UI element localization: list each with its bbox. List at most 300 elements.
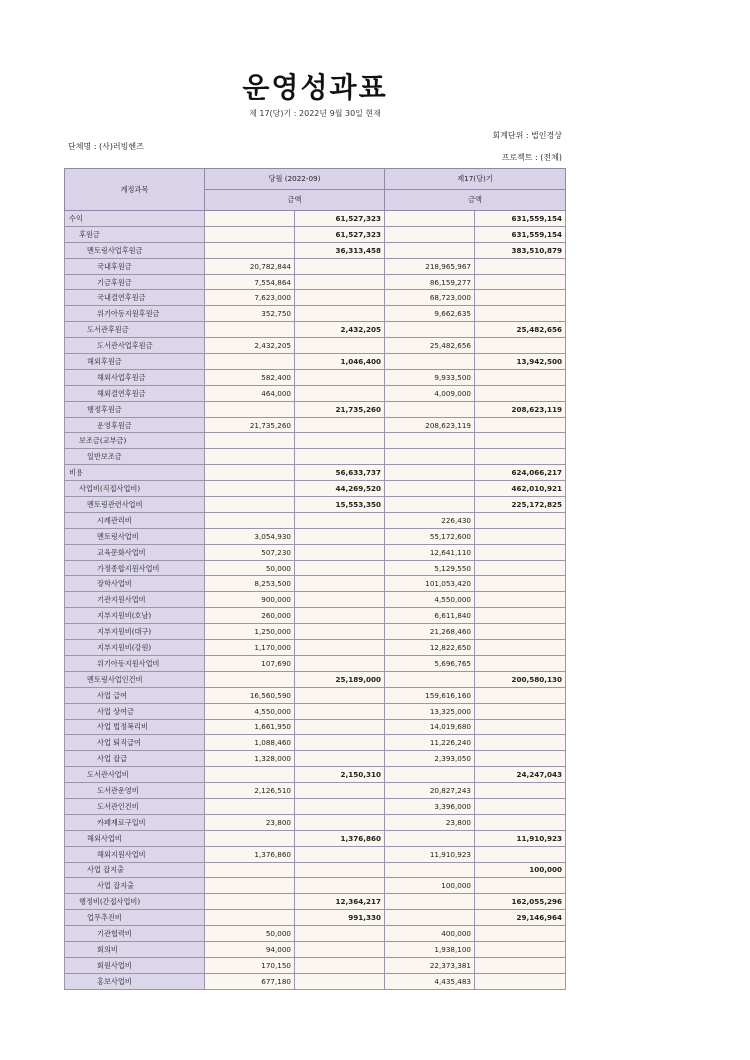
period-sub-amount-cell: 218,965,967 [385, 258, 475, 274]
month-total-amount-cell [295, 417, 385, 433]
month-total-amount-cell: 2,150,310 [295, 767, 385, 783]
period-sub-amount-cell [385, 862, 475, 878]
month-sub-amount-cell: 1,661,950 [205, 719, 295, 735]
period-sub-amount-cell: 5,129,550 [385, 560, 475, 576]
period-total-amount-cell [475, 433, 566, 449]
period-total-amount-cell [475, 926, 566, 942]
account-name-cell: 해외후원금 [65, 354, 205, 370]
table-row [65, 687, 566, 703]
period-total-amount-cell: 200,580,130 [475, 671, 566, 687]
period-total-amount-cell: 208,623,119 [475, 401, 566, 417]
month-sub-amount-cell [205, 433, 295, 449]
month-total-amount-cell [295, 735, 385, 751]
period-sub-amount-cell [385, 322, 475, 338]
month-total-amount-cell [295, 385, 385, 401]
month-column-header: 당월 (2022-09) [205, 169, 385, 190]
account-name-cell: 해외결연후원금 [65, 385, 205, 401]
account-name-cell: 사업 퇴직급여 [65, 735, 205, 751]
period-sub-amount-cell [385, 433, 475, 449]
month-sub-amount-cell: 8,253,500 [205, 576, 295, 592]
month-sub-amount-cell: 464,000 [205, 385, 295, 401]
period-total-amount-cell: 13,942,500 [475, 354, 566, 370]
month-total-amount-cell [295, 814, 385, 830]
period-total-amount-cell [475, 592, 566, 608]
table-row [65, 481, 566, 497]
table-row [65, 433, 566, 449]
table-row [65, 624, 566, 640]
period-sub-amount-cell [385, 910, 475, 926]
table-row [65, 957, 566, 973]
account-name-cell: 사업 법정복리비 [65, 719, 205, 735]
month-sub-amount-cell [205, 211, 295, 227]
account-name-cell: 장학사업비 [65, 576, 205, 592]
period-total-amount-cell [475, 290, 566, 306]
table-row [65, 354, 566, 370]
period-sub-amount-cell [385, 211, 475, 227]
month-total-amount-cell [295, 941, 385, 957]
period-total-amount-cell [475, 449, 566, 465]
month-sub-amount-cell: 677,180 [205, 973, 295, 989]
month-sub-amount-cell: 7,554,864 [205, 274, 295, 290]
month-total-amount-cell [295, 369, 385, 385]
month-sub-amount-cell [205, 512, 295, 528]
period-total-amount-cell [475, 640, 566, 656]
account-name-cell: 운영후원금 [65, 417, 205, 433]
report-period: 제 17(당)기 : 2022년 9월 30일 현재 [249, 109, 381, 118]
table-row [65, 242, 566, 258]
table-row [65, 528, 566, 544]
month-total-amount-cell [295, 544, 385, 560]
table-row [65, 449, 566, 465]
account-name-cell: 해외사업후원금 [65, 369, 205, 385]
month-total-amount-cell: 44,269,520 [295, 481, 385, 497]
month-sub-amount-cell: 1,170,000 [205, 640, 295, 656]
month-total-amount-cell: 15,553,350 [295, 497, 385, 513]
period-total-amount-cell [475, 274, 566, 290]
month-sub-amount-cell: 582,400 [205, 369, 295, 385]
table-row [65, 226, 566, 242]
account-name-cell: 행정후원금 [65, 401, 205, 417]
month-total-amount-cell [295, 783, 385, 799]
month-total-amount-cell [295, 592, 385, 608]
month-total-amount-cell [295, 862, 385, 878]
period-sub-amount-cell: 226,430 [385, 512, 475, 528]
period-sub-amount-cell: 9,662,635 [385, 306, 475, 322]
period-total-amount-cell [475, 783, 566, 799]
period-total-amount-cell [475, 751, 566, 767]
month-sub-amount-cell: 7,623,000 [205, 290, 295, 306]
account-name-cell: 사업 잡급 [65, 751, 205, 767]
month-sub-amount-cell [205, 878, 295, 894]
period-sub-amount-cell: 4,435,483 [385, 973, 475, 989]
table-row [65, 894, 566, 910]
month-sub-amount-cell: 900,000 [205, 592, 295, 608]
account-name-cell: 사업비(직접사업비) [65, 481, 205, 497]
month-sub-amount-cell [205, 798, 295, 814]
period-total-amount-cell [475, 973, 566, 989]
month-sub-amount-cell [205, 894, 295, 910]
period-total-amount-cell [475, 655, 566, 671]
period-sub-amount-cell: 2,393,050 [385, 751, 475, 767]
accounting-unit: 회계단위 : 법인경상 [492, 131, 562, 140]
table-row [65, 512, 566, 528]
period-total-amount-cell [475, 528, 566, 544]
month-total-amount-cell: 36,313,458 [295, 242, 385, 258]
organization-name: 단체명 : (사)러빙헨즈 [68, 142, 144, 151]
account-column-header: 계정과목 [65, 169, 205, 211]
month-sub-amount-cell: 3,054,930 [205, 528, 295, 544]
period-sub-amount-cell: 159,616,160 [385, 687, 475, 703]
month-total-amount-cell [295, 687, 385, 703]
account-name-cell: 도서관사업후원금 [65, 338, 205, 354]
period-total-amount-cell: 29,146,964 [475, 910, 566, 926]
period-total-amount-cell: 462,010,921 [475, 481, 566, 497]
table-row [65, 846, 566, 862]
period-sub-amount-cell: 9,933,500 [385, 369, 475, 385]
period-total-amount-cell: 631,559,154 [475, 226, 566, 242]
period-total-amount-cell [475, 306, 566, 322]
period-total-amount-cell [475, 512, 566, 528]
period-total-amount-cell [475, 814, 566, 830]
period-total-amount-cell: 162,055,296 [475, 894, 566, 910]
table-row [65, 671, 566, 687]
account-name-cell: 일반보조금 [65, 449, 205, 465]
period-sub-amount-cell [385, 894, 475, 910]
period-sub-amount-cell [385, 401, 475, 417]
period-sub-amount-cell: 100,000 [385, 878, 475, 894]
account-name-cell: 기관협력비 [65, 926, 205, 942]
account-name-cell: 업무추진비 [65, 910, 205, 926]
account-name-cell: 위기아동지원사업비 [65, 655, 205, 671]
period-sub-amount-cell: 208,623,119 [385, 417, 475, 433]
table-row [65, 544, 566, 560]
month-sub-amount-cell [205, 322, 295, 338]
period-sub-amount-cell: 101,053,420 [385, 576, 475, 592]
period-total-amount-cell [475, 687, 566, 703]
table-row [65, 385, 566, 401]
table-row [65, 767, 566, 783]
account-name-cell: 멘토링사업비 [65, 528, 205, 544]
month-sub-amount-cell: 507,230 [205, 544, 295, 560]
month-sub-amount-cell [205, 497, 295, 513]
account-name-cell: 위기아동지원후원금 [65, 306, 205, 322]
month-total-amount-cell [295, 846, 385, 862]
account-name-cell: 기관지원사업비 [65, 592, 205, 608]
account-name-cell: 교육문화사업비 [65, 544, 205, 560]
month-total-amount-cell [295, 338, 385, 354]
period-total-amount-cell [475, 957, 566, 973]
month-total-amount-cell [295, 433, 385, 449]
month-total-amount-cell [295, 560, 385, 576]
account-name-cell: 행정비(간접사업비) [65, 894, 205, 910]
period-sub-amount-cell: 68,723,000 [385, 290, 475, 306]
period-total-amount-cell: 383,510,879 [475, 242, 566, 258]
month-total-amount-cell [295, 973, 385, 989]
period-total-amount-cell [475, 338, 566, 354]
month-sub-amount-cell [205, 354, 295, 370]
account-name-cell: 후원금 [65, 226, 205, 242]
month-total-amount-cell: 56,633,737 [295, 465, 385, 481]
period-total-amount-cell: 100,000 [475, 862, 566, 878]
account-name-cell: 가정종합지원사업비 [65, 560, 205, 576]
period-total-amount-cell: 11,910,923 [475, 830, 566, 846]
month-total-amount-cell: 12,364,217 [295, 894, 385, 910]
period-total-amount-cell [475, 560, 566, 576]
period-total-amount-cell [475, 719, 566, 735]
period-sub-amount-cell: 3,396,000 [385, 798, 475, 814]
period-sub-amount-cell: 25,482,656 [385, 338, 475, 354]
table-row [65, 798, 566, 814]
period-sub-amount-cell: 400,000 [385, 926, 475, 942]
month-sub-amount-cell: 23,800 [205, 814, 295, 830]
table-row [65, 703, 566, 719]
account-name-cell: 지부지원비(호남) [65, 608, 205, 624]
period-total-amount-cell [475, 608, 566, 624]
account-name-cell: 도서관운영비 [65, 783, 205, 799]
account-name-cell: 사업 잡지출 [65, 862, 205, 878]
month-sub-amount-cell: 1,088,460 [205, 735, 295, 751]
table-row [65, 941, 566, 957]
account-name-cell: 비용 [65, 465, 205, 481]
period-sub-amount-cell [385, 481, 475, 497]
month-total-amount-cell: 991,330 [295, 910, 385, 926]
month-total-amount-cell [295, 751, 385, 767]
month-total-amount-cell [295, 449, 385, 465]
month-sub-amount-cell [205, 671, 295, 687]
month-total-amount-cell: 21,735,260 [295, 401, 385, 417]
month-sub-amount-cell [205, 862, 295, 878]
month-total-amount-cell [295, 640, 385, 656]
period-amount-header: 금액 [385, 190, 566, 211]
period-total-amount-cell: 24,247,043 [475, 767, 566, 783]
month-total-amount-cell: 61,527,323 [295, 226, 385, 242]
period-sub-amount-cell [385, 354, 475, 370]
period-sub-amount-cell: 20,827,243 [385, 783, 475, 799]
month-sub-amount-cell: 20,782,844 [205, 258, 295, 274]
month-total-amount-cell: 61,527,323 [295, 211, 385, 227]
period-total-amount-cell: 25,482,656 [475, 322, 566, 338]
period-sub-amount-cell [385, 226, 475, 242]
month-total-amount-cell [295, 798, 385, 814]
account-name-cell: 사업 잡지출 [65, 878, 205, 894]
table-row [65, 417, 566, 433]
account-name-cell: 수익 [65, 211, 205, 227]
month-sub-amount-cell [205, 449, 295, 465]
period-sub-amount-cell [385, 449, 475, 465]
month-sub-amount-cell: 2,126,510 [205, 783, 295, 799]
period-sub-amount-cell: 14,019,680 [385, 719, 475, 735]
period-sub-amount-cell: 12,822,650 [385, 640, 475, 656]
period-sub-amount-cell: 86,159,277 [385, 274, 475, 290]
table-row [65, 719, 566, 735]
period-sub-amount-cell [385, 767, 475, 783]
table-row [65, 973, 566, 989]
table-row [65, 576, 566, 592]
month-total-amount-cell [295, 274, 385, 290]
period-total-amount-cell [475, 878, 566, 894]
account-name-cell: 기금후원금 [65, 274, 205, 290]
account-name-cell: 사업 급여 [65, 687, 205, 703]
period-total-amount-cell [475, 258, 566, 274]
period-total-amount-cell: 225,172,825 [475, 497, 566, 513]
period-total-amount-cell [475, 735, 566, 751]
account-name-cell: 도서관인건비 [65, 798, 205, 814]
table-row [65, 369, 566, 385]
month-sub-amount-cell: 94,000 [205, 941, 295, 957]
month-total-amount-cell [295, 624, 385, 640]
month-total-amount-cell [295, 655, 385, 671]
account-name-cell: 멘토링관련사업비 [65, 497, 205, 513]
table-row [65, 306, 566, 322]
operating-results-table [64, 168, 566, 990]
account-name-cell: 회원사업비 [65, 957, 205, 973]
month-amount-header: 금액 [205, 190, 385, 211]
table-row [65, 862, 566, 878]
month-sub-amount-cell: 2,432,205 [205, 338, 295, 354]
table-row [65, 926, 566, 942]
table-row [65, 497, 566, 513]
account-name-cell: 홍보사업비 [65, 973, 205, 989]
period-sub-amount-cell [385, 242, 475, 258]
table-row [65, 465, 566, 481]
month-total-amount-cell [295, 512, 385, 528]
account-name-cell: 사업 상여금 [65, 703, 205, 719]
period-total-amount-cell [475, 846, 566, 862]
period-sub-amount-cell: 55,172,600 [385, 528, 475, 544]
month-total-amount-cell [295, 528, 385, 544]
account-name-cell: 해외사업비 [65, 830, 205, 846]
table-row [65, 401, 566, 417]
period-sub-amount-cell: 1,938,100 [385, 941, 475, 957]
account-name-cell: 멘토링사업후원금 [65, 242, 205, 258]
month-sub-amount-cell [205, 401, 295, 417]
table-row [65, 814, 566, 830]
month-total-amount-cell [295, 878, 385, 894]
month-sub-amount-cell: 352,750 [205, 306, 295, 322]
month-total-amount-cell [295, 258, 385, 274]
period-total-amount-cell [475, 703, 566, 719]
period-sub-amount-cell: 5,696,765 [385, 655, 475, 671]
period-sub-amount-cell [385, 830, 475, 846]
account-name-cell: 지부지원비(대구) [65, 624, 205, 640]
table-row [65, 655, 566, 671]
table-row [65, 735, 566, 751]
account-name-cell: 국내결연후원금 [65, 290, 205, 306]
period-column-header: 제17(당)기 [385, 169, 566, 190]
month-total-amount-cell [295, 306, 385, 322]
month-sub-amount-cell: 50,000 [205, 560, 295, 576]
table-row [65, 783, 566, 799]
period-sub-amount-cell [385, 671, 475, 687]
period-sub-amount-cell: 13,325,000 [385, 703, 475, 719]
month-sub-amount-cell [205, 242, 295, 258]
table-row [65, 258, 566, 274]
account-name-cell: 국내후원금 [65, 258, 205, 274]
month-sub-amount-cell: 50,000 [205, 926, 295, 942]
period-sub-amount-cell [385, 465, 475, 481]
table-row [65, 290, 566, 306]
account-name-cell: 지부지원비(강원) [65, 640, 205, 656]
table-row [65, 751, 566, 767]
month-sub-amount-cell: 1,376,860 [205, 846, 295, 862]
month-sub-amount-cell [205, 910, 295, 926]
period-sub-amount-cell: 11,910,923 [385, 846, 475, 862]
month-total-amount-cell [295, 608, 385, 624]
month-sub-amount-cell [205, 830, 295, 846]
month-sub-amount-cell: 1,250,000 [205, 624, 295, 640]
period-total-amount-cell [475, 798, 566, 814]
month-sub-amount-cell: 21,735,260 [205, 417, 295, 433]
period-sub-amount-cell: 4,009,000 [385, 385, 475, 401]
account-name-cell: 도서관사업비 [65, 767, 205, 783]
table-row [65, 878, 566, 894]
month-sub-amount-cell: 170,150 [205, 957, 295, 973]
month-total-amount-cell [295, 719, 385, 735]
table-row [65, 560, 566, 576]
account-name-cell: 카페재료구입비 [65, 814, 205, 830]
period-sub-amount-cell: 11,226,240 [385, 735, 475, 751]
month-total-amount-cell: 1,376,860 [295, 830, 385, 846]
account-name-cell: 시례관리비 [65, 512, 205, 528]
table-row [65, 640, 566, 656]
month-total-amount-cell [295, 957, 385, 973]
account-name-cell: 해외지원사업비 [65, 846, 205, 862]
table-row [65, 274, 566, 290]
month-sub-amount-cell [205, 767, 295, 783]
project-filter: 프로젝트 : (전체) [501, 153, 562, 162]
month-sub-amount-cell: 1,328,000 [205, 751, 295, 767]
month-sub-amount-cell: 4,550,000 [205, 703, 295, 719]
page-title: 운영성과표 [242, 71, 388, 104]
period-sub-amount-cell: 4,550,000 [385, 592, 475, 608]
month-sub-amount-cell [205, 481, 295, 497]
table-row [65, 211, 566, 227]
month-total-amount-cell [295, 576, 385, 592]
period-sub-amount-cell: 22,373,381 [385, 957, 475, 973]
month-sub-amount-cell [205, 226, 295, 242]
period-total-amount-cell [475, 576, 566, 592]
period-total-amount-cell: 631,559,154 [475, 211, 566, 227]
month-total-amount-cell [295, 290, 385, 306]
table-row [65, 592, 566, 608]
month-sub-amount-cell [205, 465, 295, 481]
period-total-amount-cell [475, 624, 566, 640]
month-total-amount-cell: 1,046,400 [295, 354, 385, 370]
table-row [65, 608, 566, 624]
period-total-amount-cell [475, 544, 566, 560]
period-total-amount-cell [475, 369, 566, 385]
table-row [65, 338, 566, 354]
month-sub-amount-cell: 107,690 [205, 655, 295, 671]
month-total-amount-cell [295, 926, 385, 942]
period-total-amount-cell: 624,066,217 [475, 465, 566, 481]
period-sub-amount-cell: 12,641,110 [385, 544, 475, 560]
period-total-amount-cell [475, 417, 566, 433]
account-name-cell: 도서관후원금 [65, 322, 205, 338]
account-name-cell: 회의비 [65, 941, 205, 957]
period-sub-amount-cell: 6,611,840 [385, 608, 475, 624]
month-sub-amount-cell: 16,560,590 [205, 687, 295, 703]
period-total-amount-cell [475, 941, 566, 957]
table-row [65, 322, 566, 338]
month-sub-amount-cell: 260,000 [205, 608, 295, 624]
month-total-amount-cell: 2,432,205 [295, 322, 385, 338]
period-sub-amount-cell: 23,800 [385, 814, 475, 830]
table-row [65, 910, 566, 926]
period-sub-amount-cell: 21,268,460 [385, 624, 475, 640]
period-total-amount-cell [475, 385, 566, 401]
table-body [65, 211, 566, 990]
